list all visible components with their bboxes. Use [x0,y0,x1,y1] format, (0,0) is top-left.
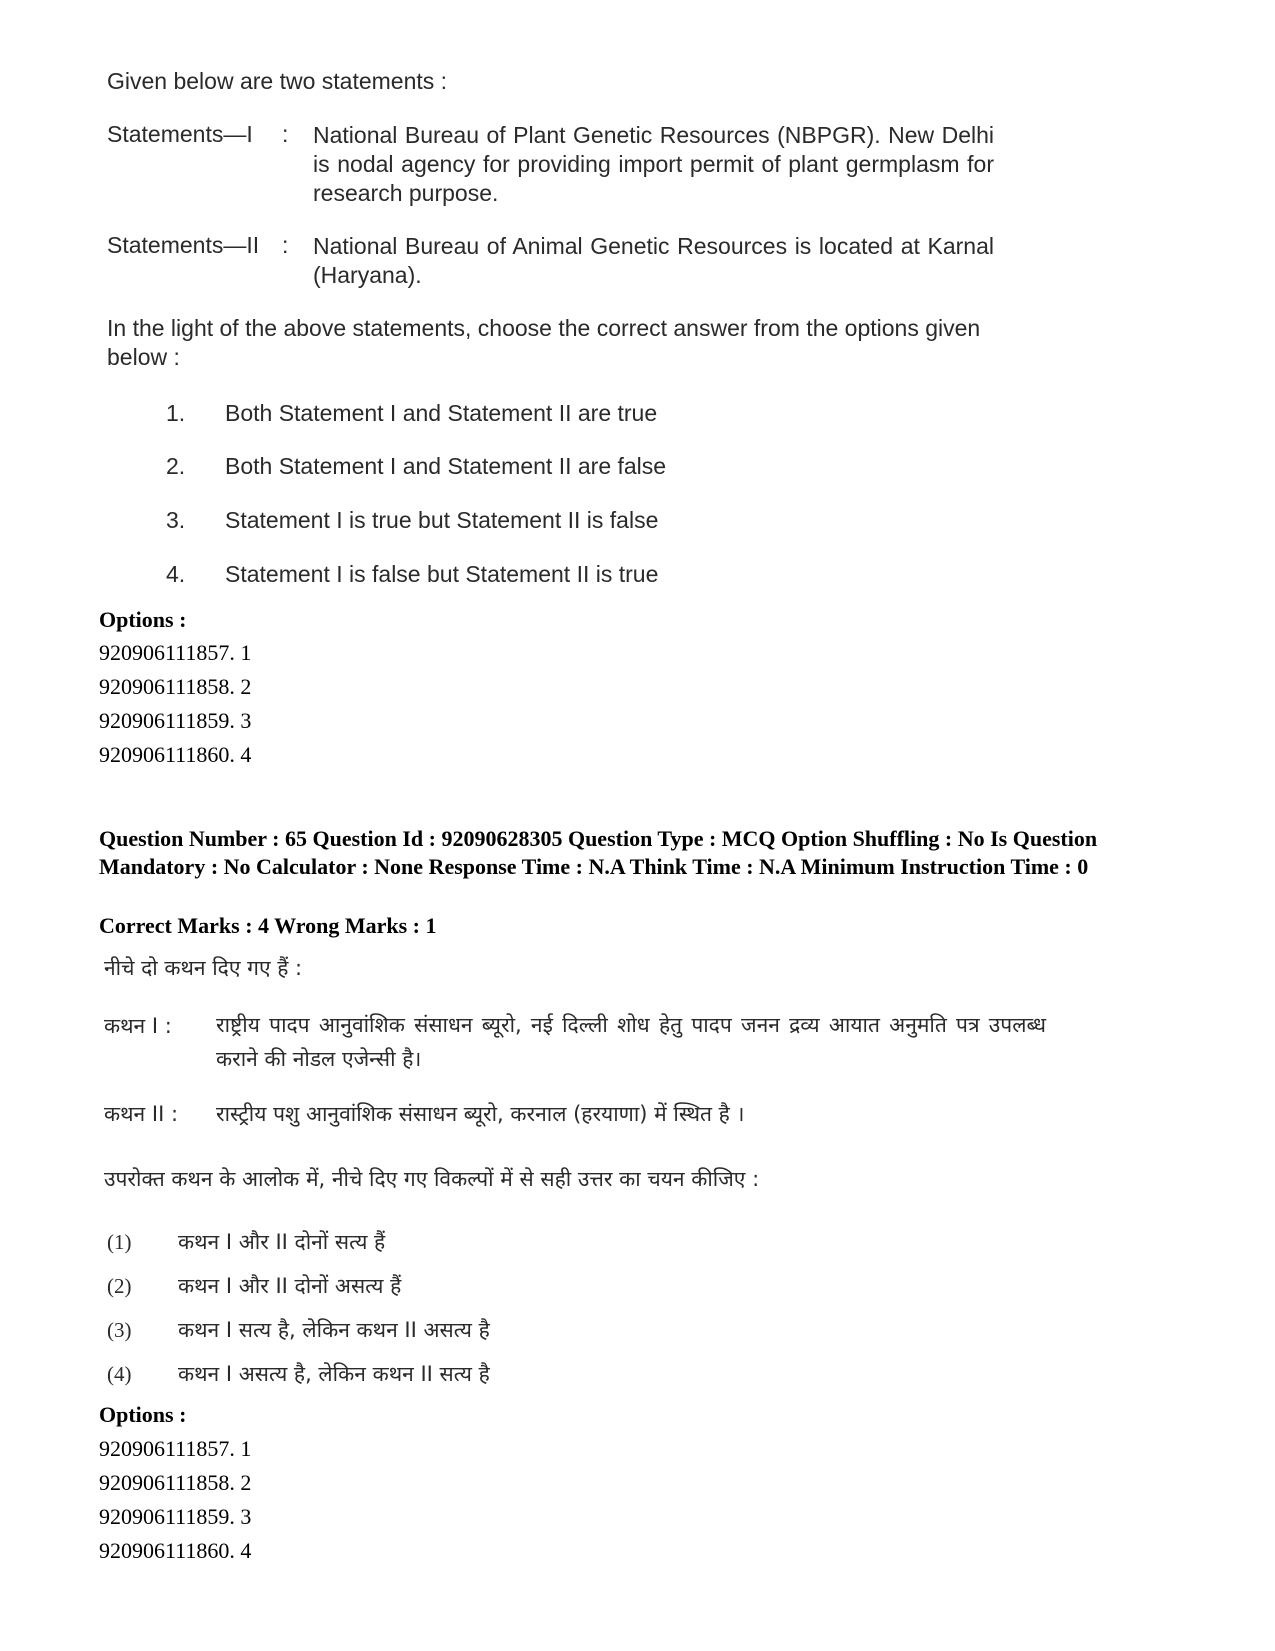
options-heading: Options : [99,1402,187,1427]
english-intro: Given below are two statements : [107,68,448,94]
hindi-statement-1-text: राष्ट्रीय पादप आनुवांशिक संसाधन ब्यूरो, नई दिल्ली शोध हेतु पादप जनन द्रव्य आयात अनुमति पत्र उपलब्ध कराने की नोडल एजेन्सी है। [216,1013,1046,1071]
option-id-line: 920906111858. 2 [99,1470,252,1495]
english-option-1-number: 1. [166,400,186,426]
english-statement-2-label: Statements—II [107,232,260,258]
hindi-option-1-number: (1) [107,1230,132,1254]
hindi-option-3-number: (3) [107,1318,132,1342]
option-id-line: 920906111857. 1 [99,1436,252,1461]
english-statement-1-label: Statements—I [107,121,253,147]
hindi-question: उपरोक्त कथन के आलोक में, नीचे दिए गए विकल्पों में से सही उत्तर का चयन कीजिए : [104,1167,760,1191]
english-option-3-number: 3. [166,507,186,533]
english-option-4-text: Statement I is false but Statement II is true [225,561,659,587]
hindi-intro: नीचे दो कथन दिए गए हैं : [104,956,303,980]
option-id-line: 920906111860. 4 [99,1538,252,1563]
option-id-line: 920906111859. 3 [99,1504,252,1529]
hindi-option-2-text: कथन I और II दोनों असत्य हैं [178,1274,402,1298]
option-id-line: 920906111859. 3 [99,708,252,733]
english-question: In the light of the above statements, choose the correct answer from the options given below : [107,315,981,370]
option-id-line: 920906111858. 2 [99,674,252,699]
hindi-statement-1-label: कथन I : [104,1014,172,1038]
english-statement-2-text: National Bureau of Animal Genetic Resources is located at Karnal (Haryana). [313,233,994,288]
options-heading: Options : [99,607,187,632]
hindi-option-2-number: (2) [107,1274,132,1298]
english-option-2-number: 2. [166,453,186,479]
english-option-2-text: Both Statement I and Statement II are false [225,453,667,479]
hindi-option-4-text: कथन I असत्य है, लेकिन कथन II सत्य है [178,1362,490,1386]
hindi-option-3-text: कथन I सत्य है, लेकिन कथन II असत्य है [178,1318,490,1342]
english-option-4-number: 4. [166,561,186,587]
hindi-option-1-text: कथन I और II दोनों सत्य हैं [178,1230,386,1254]
option-id-line: 920906111860. 4 [99,742,252,767]
english-statement-1-sep: : [282,121,289,147]
hindi-option-4-number: (4) [107,1362,132,1386]
option-id-line: 920906111857. 1 [99,640,252,665]
english-option-3-text: Statement I is true but Statement II is false [225,507,659,533]
hindi-statement-2-label: कथन II : [104,1102,179,1126]
english-statement-1-text: National Bureau of Plant Genetic Resources (NBPGR). New Delhi is nodal agency for providing import permit of plant germplasm for research purpose. [313,122,994,206]
question-meta: Question Number : 65 Question Id : 92090628305 Question Type : MCQ Option Shuffling : No Is Question Mandatory : No Calculator : None Response Time : N.A Think Time : N.A Minimum Instruction Time : 0 [99,826,1098,879]
english-statement-2-sep: : [282,232,289,258]
hindi-statement-2-text: रास्ट्रीय पशु आनुवांशिक संसाधन ब्यूरो, करनाल (हरयाणा) में स्थित है । [216,1102,745,1126]
english-option-1-text: Both Statement I and Statement II are true [225,400,658,426]
question-marks: Correct Marks : 4 Wrong Marks : 1 [99,913,437,938]
